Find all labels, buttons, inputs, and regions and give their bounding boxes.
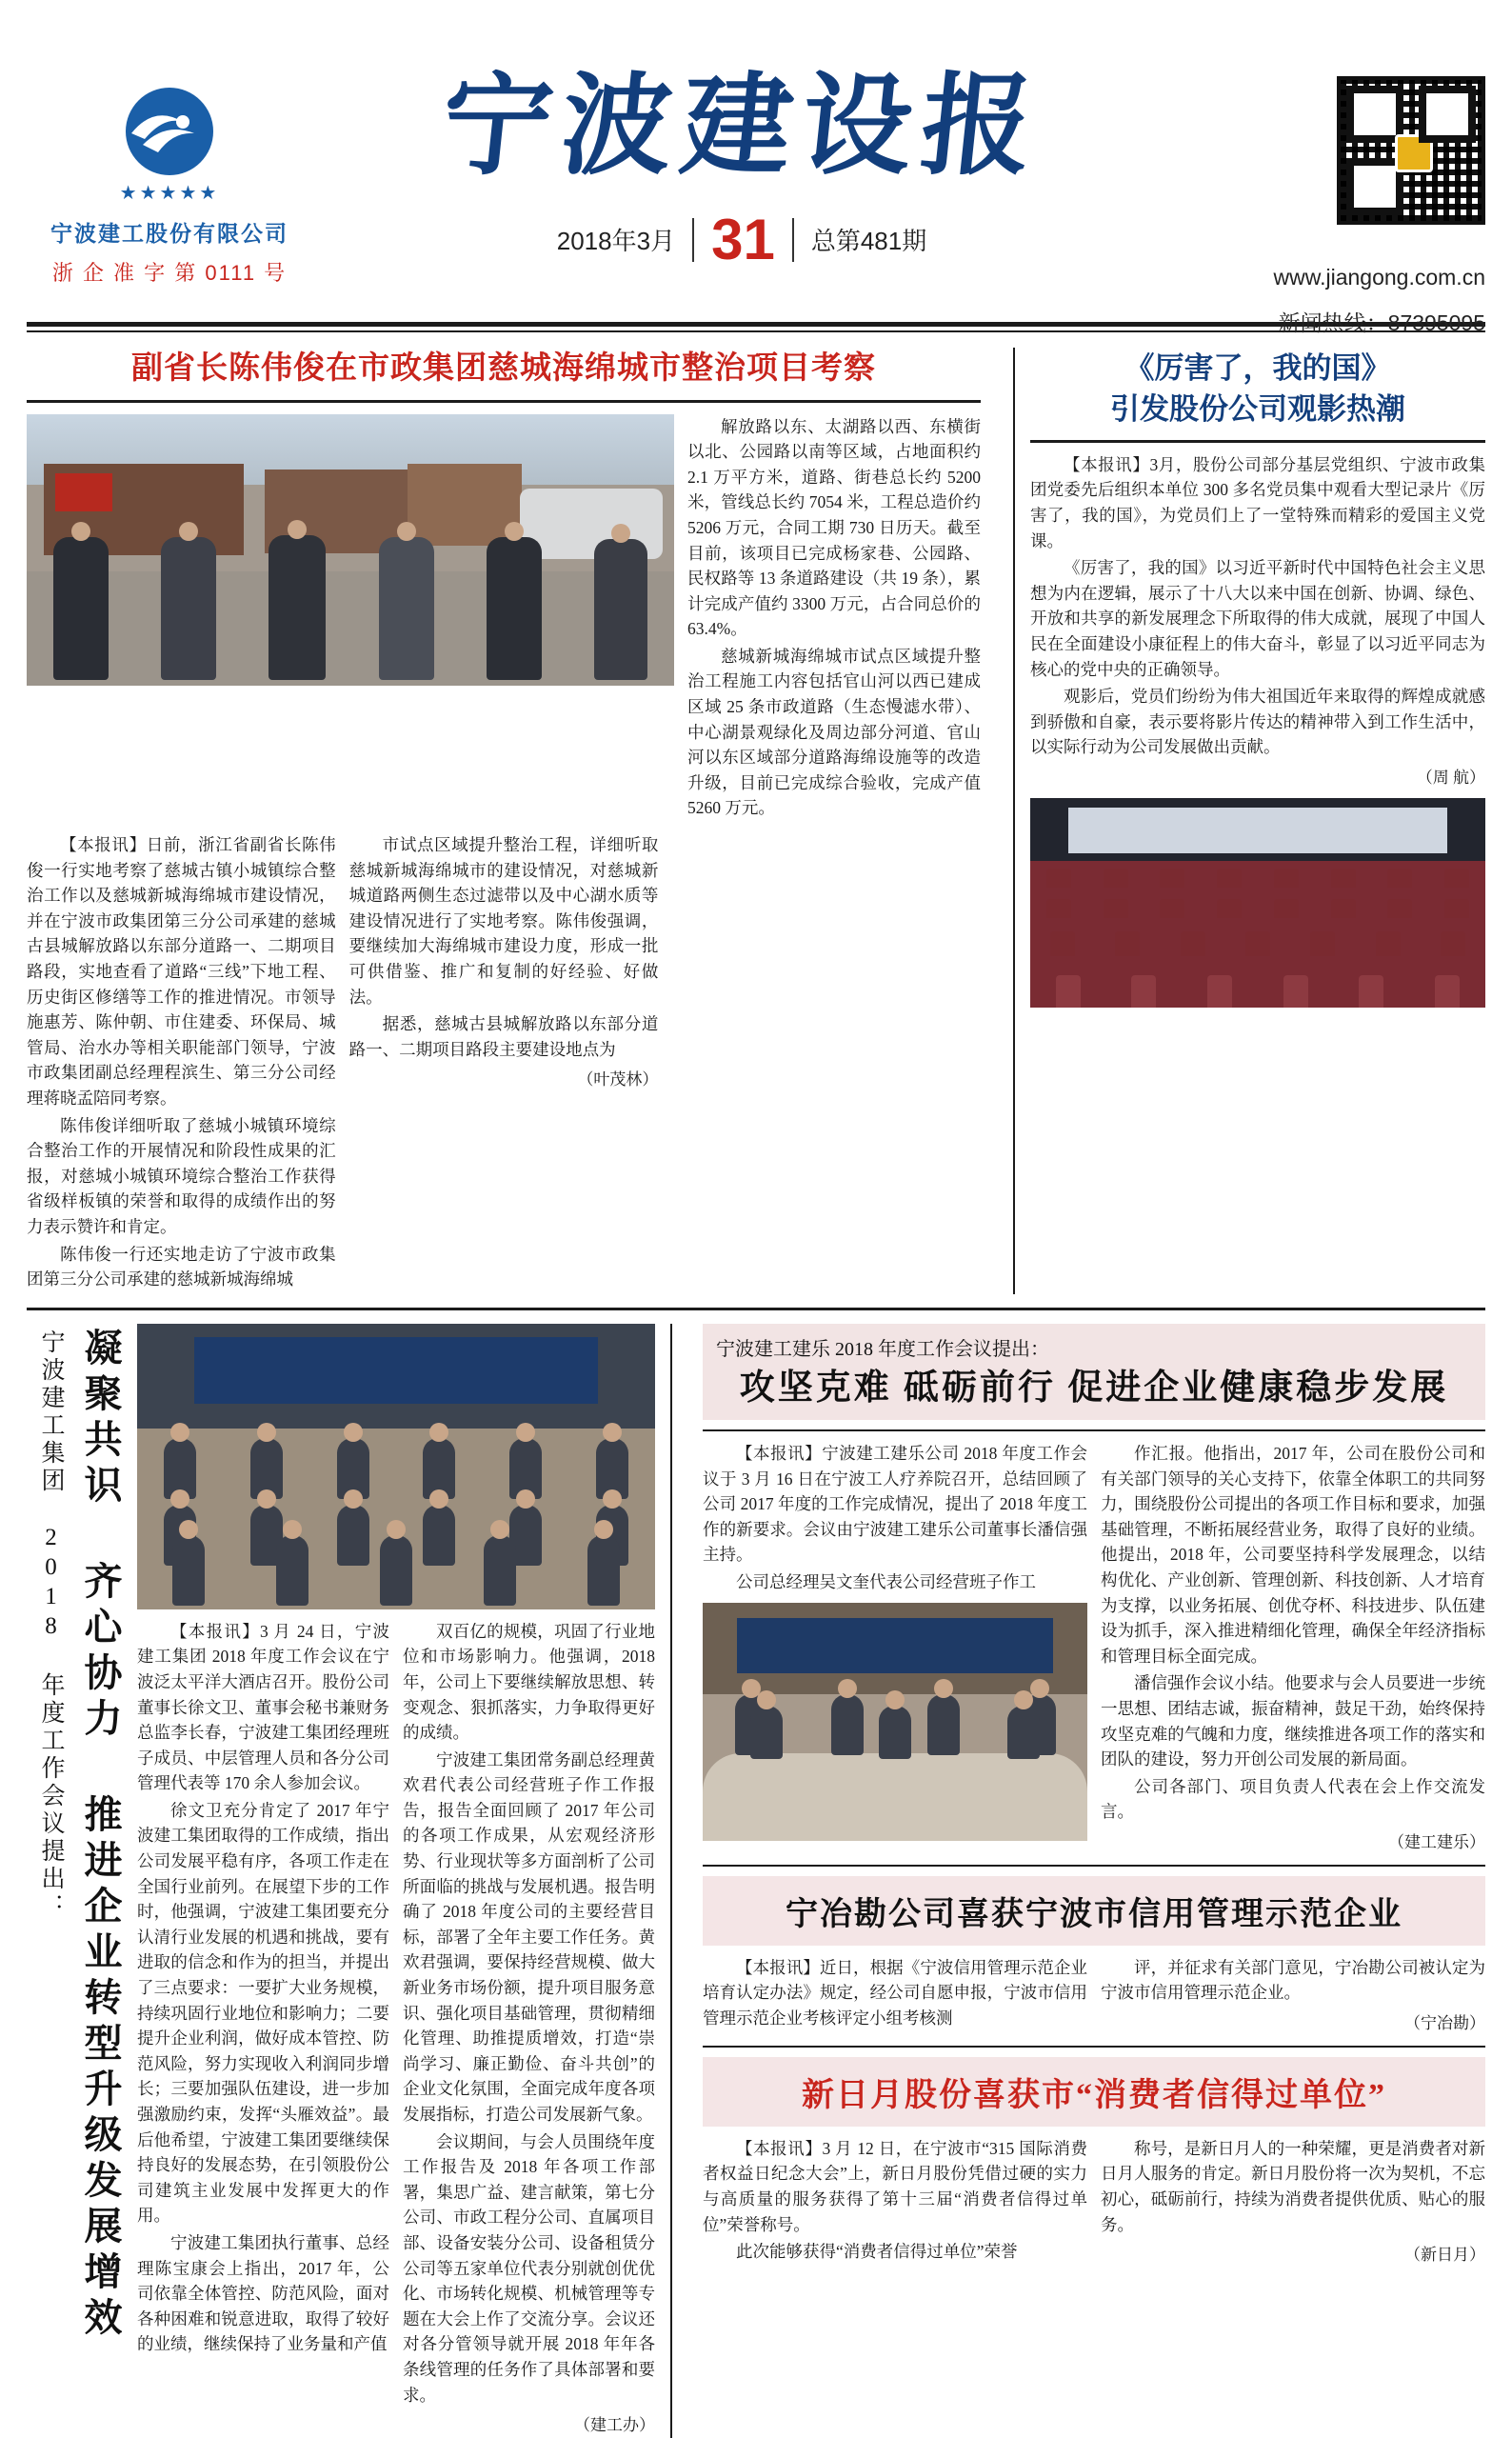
lead-story — [27, 348, 998, 1294]
lead-col3: 解放路以东、太湖路以西、东横街以北、公园路以南等区域，占地面积约 2.1 万平方米，道路、街巷总长约 5200 米，管线总长约 7054 米，工程总造价约 5206 万元，合同工期 730 日历天。截至目前，该项目已完成杨家巷、公园路、民权路等 13 条道路建设（共 19 条），累计完成产值约 3300 万元，占合同总价的 63.4%。 慈城新城海绵城市试点区域提升整治工程施工内容包括官山河以西已建成区域 25 条市政道路（生态慢滤水带）、中心湖景观绿化及周边部分河道、官山河以东区域部分道路海绵设施等的改造升级，目前已完成综合验收，完成产值 5260 万元。 — [687, 416, 981, 818]
lead-col1: 【本报讯】日前，浙江省副省长陈伟俊一行实地考察了慈城古镇小城镇综合整治工作以及慈城新城海绵城市建设情况，并在宁波市政集团第三分公司承建的慈城古县城解放路以东部分道路一、二期项目路段，实地查看了道路“三线”下地工程、历史街区修缮等工作的推进情况。市领导施惠芳、陈仲朝、市住建委、环保局、城管局、治水办等相关职能部门领导，宁波市政集团副总经理程滨生、第三分公司经理蒋晓孟陪同考察。 陈伟俊详细听取了慈城小城镇环境综合整治工作的开展情况和阶段性成果的汇报，对慈城小城镇环境综合整治工作获得省级样板镇的荣誉和取得的成绩作出的努力表示赞许和肯定。 陈伟俊一行还实地走访了宁波市政集团第三分公司承建的慈城新城海绵城 — [27, 835, 336, 1289]
right-stories — [687, 1324, 1485, 2438]
bottom-section — [27, 1324, 1485, 2438]
jianle-body — [703, 1441, 1485, 1855]
film-story — [1030, 348, 1485, 1294]
film-headline-2: 引发股份公司观影热潮 — [1110, 392, 1405, 427]
company-name: 宁波建工股份有限公司 — [50, 221, 288, 246]
paper-title: 宁波建设报 — [435, 67, 1048, 189]
ningye-col2: 评，并征求有关部门意见，宁冶勘公司被认定为宁波市信用管理示范企业。 （宁冶勘） — [1101, 1955, 1485, 2036]
ningye-body — [703, 1955, 1485, 2036]
ningye-title: 宁冶勘公司喜获宁波市信用管理示范企业 — [786, 1896, 1403, 1932]
film-headline-1: 《厉害了，我的国》 — [1124, 351, 1391, 385]
divider-xinriyue — [703, 2046, 1485, 2048]
divider-ningye — [703, 1865, 1485, 1867]
company-logo-icon — [122, 84, 217, 179]
ningye-signature: （宁冶勘） — [1404, 2013, 1485, 2032]
logo-block — [27, 67, 312, 287]
ningye-banner — [703, 1876, 1485, 1946]
jianle-title: 攻坚克难 砥砺前行 促进企业健康稳步发展 — [739, 1368, 1449, 1408]
column-divider — [1013, 348, 1015, 1294]
divider — [792, 218, 794, 262]
license-number: 浙 企 准 字 第 0111 号 — [51, 261, 288, 285]
group-meeting-col1: 【本报讯】3 月 24 日，宁波建工集团 2018 年度工作会议在宁波泛太平洋大酒店召开。股份公司董事长徐文卫、董事会秘书兼财务总监李长春，宁波建工集团经理班子成员、中层管理人员和各分公司管理代表等 170 余人参加会议。 徐文卫充分肯定了 2017 年宁波建工集团取得的工作成绩，指出公司发展平稳有序，各项工作走在全国行业前列。在展望下步的工作时，他强调，宁波建工集团要充分认清行业发展的机遇和挑战，要有进取的信念和作为的担当，并提出了三点要求：一要扩大业务规模，持续巩固行业地位和影响力；二要提升企业利润，做好成本管控、防范风险，努力实现收入利润同步增长；三要加强队伍建设，进一步加强激励约束，发挥“头雁效益”。最后他希望，宁波建工集团要继续保持良好的发展态势，在引领股份公司建筑主业发展中发挥更大的作用。 宁波建工集团执行董事、总经理陈宝康会上指出，2017 年，公司依靠全体管控、防范风险，面对各种困难和锐意进取，取得了较好的业绩，继续保持了业务量和产值 — [137, 1621, 389, 2354]
group-meeting-photo — [137, 1324, 655, 1609]
group-meeting-title: 凝聚共识 齐心协力 推进企业转型升级发展增效 — [79, 1327, 122, 2343]
group-meeting-kicker: 宁波建工集团 2018 年度工作会议提出： — [38, 1329, 64, 1921]
lead-columns — [27, 832, 981, 1294]
xinriyue-col1: 【本报讯】3 月 12 日，在宁波市“315 国际消费者权益日纪念大会”上，新日月股份凭借过硬的实力与高质量的服务获得了第十三届“消费者信得过单位”荣誉称号。 此次能够获得“消费者信得过单位”荣誉 — [703, 2138, 1087, 2262]
jianle-rule — [703, 1429, 1485, 1431]
film-headline-rule — [1030, 440, 1485, 443]
xinriyue-col2: 称号，是新日月人的一种荣耀，更是消费者对新日月人服务的肯定。新日月股份将一次为契机，不忘初心，砥砺前行，持续为消费者提供优质、贴心的服务。 （新日月） — [1101, 2136, 1485, 2268]
group-meeting-col2: 双百亿的规模，巩固了行业地位和市场影响力。他强调，2018 年，公司上下要继续解放思想、转变观念、狠抓落实，力争取得更好的成绩。 宁波建工集团常务副总经理黄欢君代表公司经营班子作工作报告，报告全面回顾了 2017 年公司的各项工作成果，从宏观经济形势、行业现状等多方面剖析了公司所面临的挑战与发展机遇。报告明确了 2018 年度公司的主要经营目标，部署了全年主要工作任务。黄欢君强调，要保持经营规模、做大新业务市场份额，提升项目服务意识、强化项目基础管理，贯彻精细化管理、助推提质增效，打造“崇尚学习、廉正勤俭、奋斗共创”的企业文化氛围，全面完成年度各项发展指标，打造公司发展新气象。 会议期间，与会人员围绕年度工作报告及 2018 年各项工作部署，集思广益、建言献策，第七分公司、市政工程分公司、直属项目部、设备安装分公司、设备租赁分公司等五家单位代表分别就创优优化、市场转化规模、机械管理等专题在大会上作了交流分享。会议还对各分管领导就开展 2018 年年各条线管理的任务作了具体部署和要求。 （建工办） — [403, 1619, 655, 2438]
jianle-signature: （建工建乐） — [1388, 1832, 1485, 1851]
website-url[interactable]: www.jiangong.com.cn — [1273, 265, 1485, 290]
film-signature: （周 航） — [1416, 768, 1485, 787]
divider — [692, 218, 694, 262]
jianle-col1: 【本报讯】宁波建工建乐公司 2018 年度工作会议于 3 月 16 日在宁波工人疗养院召开，总结回顾了公司 2017 年度的工作完成情况，提出了 2018 年度工作的新要求。会议由宁波建工建乐公司董事长潘信强主持。 公司总经理吴文奎代表公司经营班子作工 — [703, 1441, 1087, 1855]
group-meeting-signature: （建工办） — [574, 2416, 655, 2435]
lead-signature: （叶茂林） — [577, 1070, 659, 1089]
film-photo — [1030, 798, 1485, 1008]
top-section — [27, 348, 1485, 1294]
lead-photo — [27, 414, 674, 686]
lead-col-spacer — [671, 832, 981, 1294]
issue-date: 2018年3月 — [556, 227, 676, 256]
logo-stars-icon: ★★★★★ — [119, 183, 220, 204]
title-block — [312, 67, 1171, 269]
xinriyue-signature: （新日月） — [1404, 2246, 1485, 2265]
jianle-banner — [703, 1324, 1485, 1420]
lead-headline: 副省长陈伟俊在市政集团慈城海绵城市整治项目考察 — [131, 351, 876, 386]
film-body: 【本报讯】3月，股份公司部分基层党组织、宁波市政集团党委先后组织本单位 300 多名党员集中观看大型记录片《厉害了，我的国》，为党员们上了一堂特殊而精彩的爱国主义党课。 《厉害了，我的国》以习近平新时代中国特色社会主义思想为内在逻辑，展示了十八大以来中国在创新、协调、绿色、开放和共享的新发展理念下所取得的伟大成就，展现了中国人民在全面建设小康征程上的伟大奋斗，彰显了以习近平同志为核心的党中央的正确领导。 观影后，党员们纷纷为伟大祖国近年来取得的辉煌成就感到骄傲和自豪，表示要将影片传达的精神带入到工作生活中，以实际行动为公司发展做出贡献。 （周 航） — [1030, 452, 1485, 790]
news-hotline: 新闻热线：87395095 — [1278, 310, 1485, 335]
issue-total: 总第481期 — [810, 227, 927, 256]
xinriyue-body — [703, 2136, 1485, 2268]
jianle-photo — [703, 1603, 1087, 1841]
headline-rule — [27, 400, 981, 403]
contact-block — [1171, 67, 1485, 337]
qr-code-icon[interactable] — [1337, 76, 1485, 225]
ningye-col1: 【本报讯】近日，根据《宁波信用管理示范企业培育认定办法》规定，经公司自愿申报，宁波市信用管理示范企业考核评定小组考核测 — [703, 1957, 1087, 2028]
section-divider — [27, 1308, 1485, 1310]
masthead — [27, 0, 1485, 335]
group-meeting-story — [27, 1324, 655, 2438]
jianle-kicker: 宁波建工建乐 2018 年度工作会议提出： — [716, 1338, 1049, 1360]
jianle-col2: 作汇报。他指出，2017 年，公司在股份公司和有关部门领导的关心支持下，依靠全体职工的共同努力，围绕股份公司提出的各项工作目标和要求，加强基础管理，不断拓展经营业务，取得了良好的业绩。他提出，2018 年，公司要坚持科学发展理念，以结构优化、产业创新、管理创新、科技创新、人才培育为支撑，以业务拓展、创优夺杯、科技进步、队伍建设为抓手，深入推进精细化管理，确保全年经济指标和管理目标全面完成。 潘信强作会议小结。他要求与会人员要进一步统一思想、团结志诚，振奋精神，鼓足干劲，始终保持攻坚克难的气魄和力度，继续推进各项工作的落实和团队的建设，努力开创公司发展的新局面。 公司各部门、项目负责人代表在会上作交流发言。 （建工建乐） — [1101, 1441, 1485, 1855]
issue-line — [312, 207, 1171, 271]
column-divider-2 — [670, 1324, 672, 2438]
xinriyue-title: 新日月股份喜获市“消费者信得过单位” — [802, 2077, 1386, 2113]
xinriyue-banner — [703, 2057, 1485, 2127]
issue-day: 31 — [711, 207, 775, 271]
lead-col2: 市试点区域提升整治工程，详细听取慈城新城海绵城市的建设情况，对慈城新城道路两侧生态过滤带以及中心湖水质等建设情况进行了实地考察。陈伟俊强调，要继续加大海绵城市建设力度，形成一批可供借鉴、推广和复制的好经验、好做法。 据悉，慈城古县城解放路以东部分道路一、二期项目路段主要建设地点为 （叶茂林） — [349, 832, 659, 1294]
